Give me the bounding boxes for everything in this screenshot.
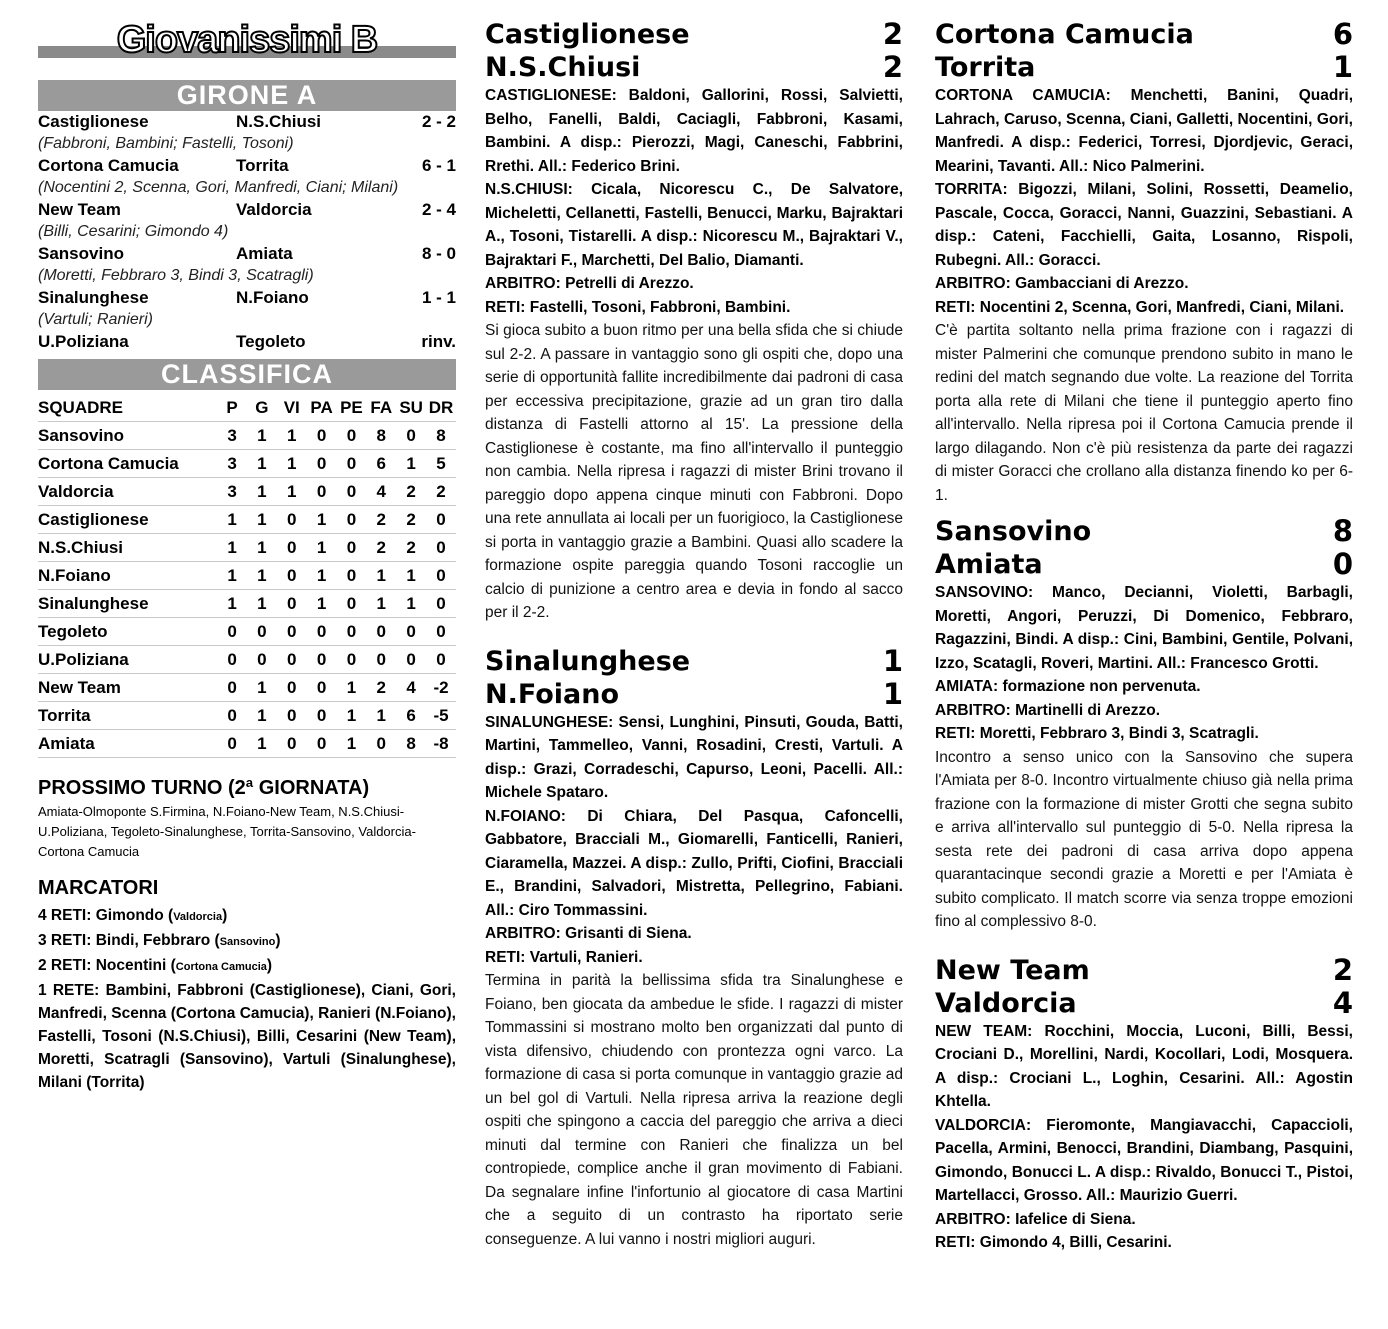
lineup-label: RETI: (935, 725, 976, 742)
stat-cell: 1 (247, 562, 277, 590)
stat-cell: 0 (277, 618, 307, 646)
stat-cell: 1 (247, 422, 277, 450)
stat-cell: 0 (277, 702, 307, 730)
table-row (38, 534, 456, 562)
team-name-cell: N.S.Chiusi (38, 534, 217, 562)
stat-cell: 0 (277, 534, 307, 562)
table-row (38, 730, 456, 758)
away-score: 1 (1332, 50, 1353, 84)
stat-cell: 0 (337, 618, 367, 646)
right-column (935, 18, 1353, 1255)
marcatori-one-goal: 1 RETE: Bambini, Fabbroni (Castiglionese), Ciani, Gori, Manfredi, Scenna (Cortona Camucia), Ranieri (N.Foiano), Fastelli, Tosoni (N.S.Chiusi), Billi, Cesarini (New Team), Moretti, Scatragli (Sansovino), Vartuli (Sinalunghese), Milani (Torrita) (38, 982, 456, 1091)
match-home-line (935, 954, 1353, 987)
score: 1 - 1 (421, 288, 456, 307)
stat-cell: 0 (366, 618, 396, 646)
team-name-cell: N.Foiano (38, 562, 217, 590)
stat-cell: 0 (217, 730, 247, 758)
left-column (38, 18, 456, 1094)
lineup-label: RETI: (935, 1234, 976, 1251)
score: rinv. (421, 332, 456, 351)
stat-cell: 2 (396, 506, 426, 534)
home-score: 1 (882, 643, 903, 678)
home-team: New Team (935, 954, 1090, 986)
result-item (38, 287, 456, 331)
match-report: Termina in parità la bellissima sfida tra Sinalunghese e Foiano, ben giocata da ambedue le sfide. I ragazzi di mister Tommassini si mostrano molto ben organizzati dal punto di vista difensivo, chiudendo con prontezza ogni varco. La formazione di casa si porta comunque in vantaggio grazie ad un bel gol di Vartuli. Nella ripresa arriva la reazione degli ospiti che spingono a caccia del pareggio che arriva a dieci minuti dal termine con Ranieri che finalizza un bel contropiede, complice anche il gran movimento di Fabiani. Da segnalare infine l'infortunio al giocatore di casa Martini che a seguito di un contrasto ha riportato serie conseguenze. A lui vanno i nostri migliori auguri. (485, 972, 903, 1248)
stat-cell: 0 (426, 590, 456, 618)
goals: RETI: Moretti, Febbraro 3, Bindi 3, Scatragli. (935, 725, 1259, 742)
stat-cell: 1 (337, 730, 367, 758)
stat-cell: 1 (396, 590, 426, 618)
stat-cell: -5 (426, 702, 456, 730)
table-row (38, 618, 456, 646)
away-team: Amiata (935, 549, 1043, 580)
standings-body (38, 422, 456, 758)
away-team: Tegoleto (236, 332, 306, 351)
page-title: Giovanissimi B (116, 19, 378, 61)
team-name-cell: Castiglionese (38, 506, 217, 534)
stat-cell: 0 (277, 730, 307, 758)
stat-cell: 1 (217, 506, 247, 534)
result-item (38, 111, 456, 155)
stat-cell: 1 (247, 702, 277, 730)
stat-cell: 0 (277, 646, 307, 674)
home-team: New Team (38, 200, 121, 219)
stat-cell: 1 (307, 590, 337, 618)
stat-cell: 0 (337, 422, 367, 450)
stat-cell: 2 (366, 674, 396, 702)
stat-cell: 0 (426, 534, 456, 562)
home-lineup: SANSOVINO: Manco, Decianni, Violetti, Barbagli, Moretti, Angori, Peruzzi, Di Domenico, Febbraro, Ragazzini, Bindi. A disp.: Cini, Bambini, Gentile, Polvani, Izzo, Scatagli, Roveri, Martini. All.: Francesco Grotti. (935, 584, 1353, 672)
lineup-label: TORRITA: (935, 181, 1008, 198)
stat-cell: 1 (217, 562, 247, 590)
stat-cell: 0 (337, 590, 367, 618)
stat-cell: 6 (366, 450, 396, 478)
stat-cell: 3 (217, 478, 247, 506)
stat-cell: 0 (337, 478, 367, 506)
stat-cell: 1 (307, 506, 337, 534)
stat-cell: 0 (396, 422, 426, 450)
away-team: Valdorcia (236, 200, 312, 219)
stat-cell: 1 (396, 562, 426, 590)
lineup-label: RETI: (485, 948, 526, 966)
stat-cell: 8 (366, 422, 396, 450)
match-away-line (935, 987, 1353, 1020)
away-score: 0 (1332, 547, 1353, 581)
stat-cell: -2 (426, 674, 456, 702)
match-away-line (935, 51, 1353, 84)
stat-cell: 8 (426, 422, 456, 450)
referee: ARBITRO: Petrelli di Arezzo. (485, 275, 694, 292)
stat-cell: 1 (247, 450, 277, 478)
table-row (38, 674, 456, 702)
home-team: Castiglionese (485, 19, 690, 50)
match-article (935, 18, 1353, 507)
score: 8 - 0 (421, 244, 456, 263)
stat-cell: 1 (277, 450, 307, 478)
marcatori-label: 2 RETI: Nocentini ( (38, 957, 176, 974)
team-name-cell: Valdorcia (38, 478, 217, 506)
team-name-cell: Cortona Camucia (38, 450, 217, 478)
goals: RETI: Nocentini 2, Scenna, Gori, Manfredi, Ciani, Milani. (935, 298, 1345, 316)
stat-cell: 0 (217, 646, 247, 674)
marcatori-line (38, 954, 456, 979)
home-team: Sinalunghese (38, 288, 149, 307)
classifica-header: CLASSIFICA (38, 359, 456, 390)
stat-cell: 1 (247, 730, 277, 758)
lineup-label: CORTONA CAMUCIA: (935, 87, 1111, 104)
away-score: 2 (882, 50, 903, 84)
away-team: N.S.Chiusi (485, 52, 641, 83)
goals: RETI: Fastelli, Tosoni, Fabbroni, Bambini. (485, 298, 791, 316)
result-item (38, 199, 456, 243)
stat-cell: 1 (366, 702, 396, 730)
table-row (38, 450, 456, 478)
team-name-cell: U.Poliziana (38, 646, 217, 674)
stat-cell: 0 (426, 618, 456, 646)
table-row (38, 646, 456, 674)
girone-header: GIRONE A (38, 80, 456, 111)
home-score: 2 (1332, 952, 1353, 987)
stat-cell: 0 (396, 618, 426, 646)
stat-cell: 0 (247, 646, 277, 674)
stat-cell: 2 (396, 534, 426, 562)
stat-cell: 0 (307, 674, 337, 702)
stat-cell: 0 (307, 422, 337, 450)
home-score: 8 (1332, 514, 1353, 548)
result-item (38, 243, 456, 287)
stat-cell: 0 (307, 478, 337, 506)
away-lineup: N.S.CHIUSI: Cicala, Nicorescu C., De Salvatore, Micheletti, Cellanetti, Fastelli, Benucci, Marku, Bajraktari A., Tosoni, Tistarelli. A disp.: Nicorescu M., Bajraktari V., Bajraktari F., Marchetti, Del Balio, Diamanti. (485, 181, 903, 269)
column-header: SU (396, 394, 426, 422)
stat-cell: 1 (396, 450, 426, 478)
away-team: N.Foiano (485, 678, 619, 710)
home-team: Sansovino (935, 516, 1092, 547)
away-lineup: AMIATA: formazione non pervenuta. (935, 678, 1201, 695)
column-header: PA (307, 394, 337, 422)
stat-cell: 1 (217, 590, 247, 618)
match-article (935, 954, 1353, 1255)
stat-cell: 0 (247, 618, 277, 646)
prossimo-turno-title: PROSSIMO TURNO (2ª GIORNATA) (38, 777, 370, 799)
stat-cell: 1 (307, 562, 337, 590)
column-header: FA (366, 394, 396, 422)
home-lineup: CORTONA CAMUCIA: Menchetti, Banini, Quadri, Lahrach, Caruso, Scenna, Ciani, Galletti, Nocentini, Gori, Manfredi. A disp.: Federici, Torresi, Djordjevic, Geraci, Mearini, Tavanti. All.: Nico Palmerini. (935, 87, 1353, 175)
stat-cell: 3 (217, 422, 247, 450)
home-score: 6 (1332, 17, 1353, 51)
lineup-label: ARBITRO: (485, 275, 561, 292)
middle-column (485, 18, 903, 1251)
home-lineup: CASTIGLIONESE: Baldoni, Gallorini, Rossi, Salvietti, Belho, Fanelli, Baldi, Caciagli, Fabbroni, Kasami, Bambini. A disp.: Pierozzi, Magi, Caneschi, Fabbrini, Rrethi. All.: Federico Brini. (485, 87, 903, 175)
team-name-cell: Tegoleto (38, 618, 217, 646)
score: 2 - 2 (421, 112, 456, 131)
lineup-label: RETI: (485, 298, 526, 316)
marcatori-label: 4 RETI: Gimondo ( (38, 907, 174, 924)
marcatori-label: 3 RETI: Bindi, Febbraro ( (38, 932, 220, 949)
lineup-label: SANSOVINO: (935, 584, 1034, 601)
table-row (38, 590, 456, 618)
column-header: G (247, 394, 277, 422)
match-report: Incontro a senso unico con la Sansovino che supera l'Amiata per 8-0. Incontro virtualmente chiuso già nella prima frazione con la formazione di mister Grotti che segna subito e arriva all'intervallo sul punteggio di 5-0. Nella ripresa la sesta rete dei padroni di casa arriva dopo appena quarantacinque secondi grazie a Moretti e per l'Amiata è subito complicato. Il match scorre via senza troppe emozioni fino al complessivo 8-0. (935, 748, 1353, 930)
home-lineup: SINALUNGHESE: Sensi, Lunghini, Pinsuti, Gouda, Batti, Martini, Tammelleo, Vanni, Rosadini, Cresti, Vartuli. A disp.: Grazi, Corradeschi, Capurso, Leoni, Pacelli. All.: Michele Spataro. (485, 713, 903, 801)
stat-cell: 2 (366, 506, 396, 534)
stat-cell: 1 (247, 478, 277, 506)
lineup-label: RETI: (935, 298, 976, 316)
column-header: P (217, 394, 247, 422)
stat-cell: 0 (217, 618, 247, 646)
stat-cell: 1 (247, 534, 277, 562)
match-report: Si gioca subito a buon ritmo per una bella sfida che si chiude sul 2-2. A passare in vantaggio sono gli ospiti che, dopo una serie di opportunità fallite incredibilmente dai padroni di casa per eccessiva precipitazione, grazie ad un gran tiro dalla distanza di Fastelli attorno al 15'. La pressione della Castiglionese è costante, ma fino all'intervallo il punteggio non cambia. Nella ripresa i ragazzi di mister Brini trovano il pareggio dopo appena cinque minuti con Fabbroni. Dopo una rete annullata ai locali per un fuorigioco, la Castiglionese si porta in vantaggio grazie a Bambini. Quasi allo scadere la formazione ospite pareggia quando Tosoni raccoglie un calcio di punizione a centro area e devia in fondo al sacco per il 2-2. (485, 322, 903, 621)
stat-cell: 0 (366, 730, 396, 758)
stat-cell: 0 (396, 646, 426, 674)
match-home-line (485, 645, 903, 678)
stat-cell: 4 (366, 478, 396, 506)
match-article (935, 515, 1353, 934)
team-name-cell: New Team (38, 674, 217, 702)
stat-cell: 0 (426, 562, 456, 590)
stat-cell: 0 (426, 506, 456, 534)
referee: ARBITRO: Martinelli di Arezzo. (935, 701, 1161, 719)
stat-cell: 0 (307, 646, 337, 674)
stat-cell: 0 (337, 506, 367, 534)
match-away-line (485, 51, 903, 84)
marcatori-title: MARCATORI (38, 877, 159, 899)
away-lineup: VALDORCIA: Fieromonte, Mangiavacchi, Capaccioli, Pacella, Armini, Benocci, Brandini, Diambang, Pasquini, Gimondo, Bonucci L. A disp.: Rivaldo, Bonucci T., Pistoi, Martellacci, Grosso. All.: Maurizio Guerri. (935, 1116, 1353, 1204)
referee: ARBITRO: Gambacciani di Arezzo. (935, 275, 1189, 292)
away-team: N.S.Chiusi (236, 112, 322, 131)
home-team: Sinalunghese (485, 645, 691, 677)
stat-cell: 1 (307, 534, 337, 562)
home-lineup: NEW TEAM: Rocchini, Moccia, Luconi, Billi, Bessi, Crociani D., Morellini, Nardi, Kocollari, Lodi, Mosquera. A disp.: Crociani L., Loghin, Cesarini. All.: Agostin Khtella. (935, 1022, 1353, 1110)
result-item (38, 155, 456, 199)
stat-cell: 0 (337, 646, 367, 674)
home-team: Cortona Camucia (935, 19, 1194, 50)
marcatori-line (38, 904, 456, 929)
match-away-line (485, 678, 903, 711)
table-row (38, 562, 456, 590)
stat-cell: 0 (277, 590, 307, 618)
stat-cell: 5 (426, 450, 456, 478)
referee: ARBITRO: Grisanti di Siena. (485, 925, 692, 942)
stat-cell: 0 (277, 562, 307, 590)
away-team: Torrita (935, 52, 1036, 83)
column-header: VI (277, 394, 307, 422)
stat-cell: 6 (396, 702, 426, 730)
stat-cell: 0 (366, 646, 396, 674)
stat-cell: 1 (337, 674, 367, 702)
stat-cell: 2 (426, 478, 456, 506)
table-row (38, 422, 456, 450)
lineup-label: ARBITRO: (485, 925, 561, 942)
scorers: (Vartuli; Ranieri) (38, 311, 153, 328)
scorers: (Billi, Cesarini; Gimondo 4) (38, 223, 229, 240)
stat-cell: 0 (217, 674, 247, 702)
stat-cell: 1 (277, 422, 307, 450)
home-team: U.Poliziana (38, 332, 129, 351)
stat-cell: 0 (307, 450, 337, 478)
match-home-line (935, 515, 1353, 548)
stat-cell: 0 (217, 702, 247, 730)
stat-cell: 3 (217, 450, 247, 478)
score: 2 - 4 (421, 200, 456, 219)
stat-cell: 1 (277, 478, 307, 506)
stat-cell: 1 (366, 590, 396, 618)
referee: ARBITRO: Iafelice di Siena. (935, 1210, 1136, 1228)
section-title-block (38, 18, 456, 64)
away-score: 1 (882, 676, 903, 711)
stat-cell: 0 (277, 506, 307, 534)
match-away-line (935, 548, 1353, 581)
away-team: N.Foiano (236, 288, 309, 307)
table-row (38, 478, 456, 506)
lineup-label: VALDORCIA: (935, 1116, 1032, 1134)
column-header: PE (337, 394, 367, 422)
away-team: Amiata (236, 244, 293, 263)
away-team: Valdorcia (935, 987, 1077, 1019)
score: 6 - 1 (421, 156, 456, 175)
stat-cell: 1 (337, 702, 367, 730)
marcatori-tail: ) (222, 907, 228, 924)
marcatori-tail: ) (266, 957, 273, 974)
home-score: 2 (882, 17, 903, 51)
stat-cell: 2 (396, 478, 426, 506)
stat-cell: -8 (426, 730, 456, 758)
scorers: (Nocentini 2, Scenna, Gori, Manfredi, Ciani; Milani) (38, 179, 399, 196)
match-report: C'è partita soltanto nella prima frazione con i ragazzi di mister Palmerini che comunque prendono subito in mano le redini del match segnando due volte. La reazione del Torrita porta alla rete di Milani che tiene il punteggio aperto fino all'intervallo. Nella ripresa poi il Cortona Camucia prende il largo dilagando. Non c'è più resistenza da parte dei ragazzi di mister Goracci che crollano alla distanza finendo ko per 6-1. (935, 322, 1353, 504)
team-name-cell: Sinalunghese (38, 590, 217, 618)
match-article (485, 645, 903, 1252)
match-home-line (935, 18, 1353, 51)
marcatori-list (38, 904, 456, 1094)
stat-cell: 4 (396, 674, 426, 702)
table-header-row (38, 394, 456, 422)
away-lineup: TORRITA: Bigozzi, Milani, Solini, Rossetti, Deamelio, Pascale, Cocca, Goracci, Nanni, Guazzini, Sebastiani. A disp.: Cateni, Facchielli, Gaita, Losanno, Rispoli, Rubegni. All.: Goracci. (935, 181, 1353, 269)
marcatori-team: Valdorcia (173, 911, 223, 923)
stat-cell: 2 (366, 534, 396, 562)
team-name-cell: Torrita (38, 702, 217, 730)
stat-cell: 8 (396, 730, 426, 758)
away-team: Torrita (236, 156, 289, 175)
stat-cell: 0 (337, 562, 367, 590)
lineup-label: ARBITRO: (935, 1210, 1011, 1228)
stat-cell: 0 (307, 618, 337, 646)
stat-cell: 1 (217, 534, 247, 562)
stat-cell: 0 (426, 646, 456, 674)
away-lineup: N.FOIANO: Di Chiara, Del Pasqua, Cafoncelli, Gabbatore, Bracciali M., Giomarelli, Fanticelli, Ranieri, Ciaramella, Mazzei. A disp.: Zullo, Prifti, Ciofini, Bracciali E., Brandini, Salvadori, Mistretta, Pellegrino, Fabiani. All.: Ciro Tommassini. (485, 807, 903, 919)
table-row (38, 702, 456, 730)
stat-cell: 1 (366, 562, 396, 590)
team-name-cell: Amiata (38, 730, 217, 758)
lineup-label: SINALUNGHESE: (485, 713, 614, 731)
column-header: DR (426, 394, 456, 422)
lineup-label: AMIATA: (935, 678, 999, 695)
scorers: (Moretti, Febbraro 3, Bindi 3, Scatragli) (38, 267, 314, 284)
lineup-label: CASTIGLIONESE: (485, 87, 617, 104)
standings-table (38, 394, 456, 758)
table-row (38, 506, 456, 534)
lineup-label: NEW TEAM: (935, 1022, 1033, 1040)
stat-cell: 0 (277, 674, 307, 702)
marcatori-team: Cortona Camucia (175, 961, 267, 973)
away-score: 4 (1332, 985, 1353, 1020)
lineup-label: ARBITRO: (935, 701, 1011, 719)
result-item (38, 331, 456, 353)
stat-cell: 0 (337, 534, 367, 562)
stat-cell: 1 (247, 674, 277, 702)
stat-cell: 1 (247, 590, 277, 618)
goals: RETI: Vartuli, Ranieri. (485, 948, 643, 966)
lineup-label: N.S.CHIUSI: (485, 181, 573, 198)
marcatori-line (38, 929, 456, 954)
prossimo-turno-text: Amiata-Olmoponte S.Firmina, N.Foiano-New Team, N.S.Chiusi-U.Poliziana, Tegoleto-Sinalunghese, Torrita-Sansovino, Valdorcia-Cortona Camucia (38, 804, 416, 859)
home-team: Sansovino (38, 244, 124, 263)
results-list (38, 111, 456, 353)
stat-cell: 0 (307, 702, 337, 730)
marcatori-tail: ) (275, 932, 281, 949)
goals: RETI: Gimondo 4, Billi, Cesarini. (935, 1234, 1172, 1251)
stat-cell: 0 (307, 730, 337, 758)
marcatori-team: Sansovino (219, 936, 276, 948)
match-home-line (485, 18, 903, 51)
team-name-cell: Sansovino (38, 422, 217, 450)
lineup-label: ARBITRO: (935, 275, 1011, 292)
stat-cell: 0 (337, 450, 367, 478)
column-header: SQUADRE (38, 394, 217, 422)
home-team: Castiglionese (38, 112, 149, 131)
lineup-label: N.FOIANO: (485, 807, 566, 825)
match-article (485, 18, 903, 625)
home-team: Cortona Camucia (38, 156, 179, 175)
scorers: (Fabbroni, Bambini; Fastelli, Tosoni) (38, 135, 294, 152)
stat-cell: 1 (247, 506, 277, 534)
